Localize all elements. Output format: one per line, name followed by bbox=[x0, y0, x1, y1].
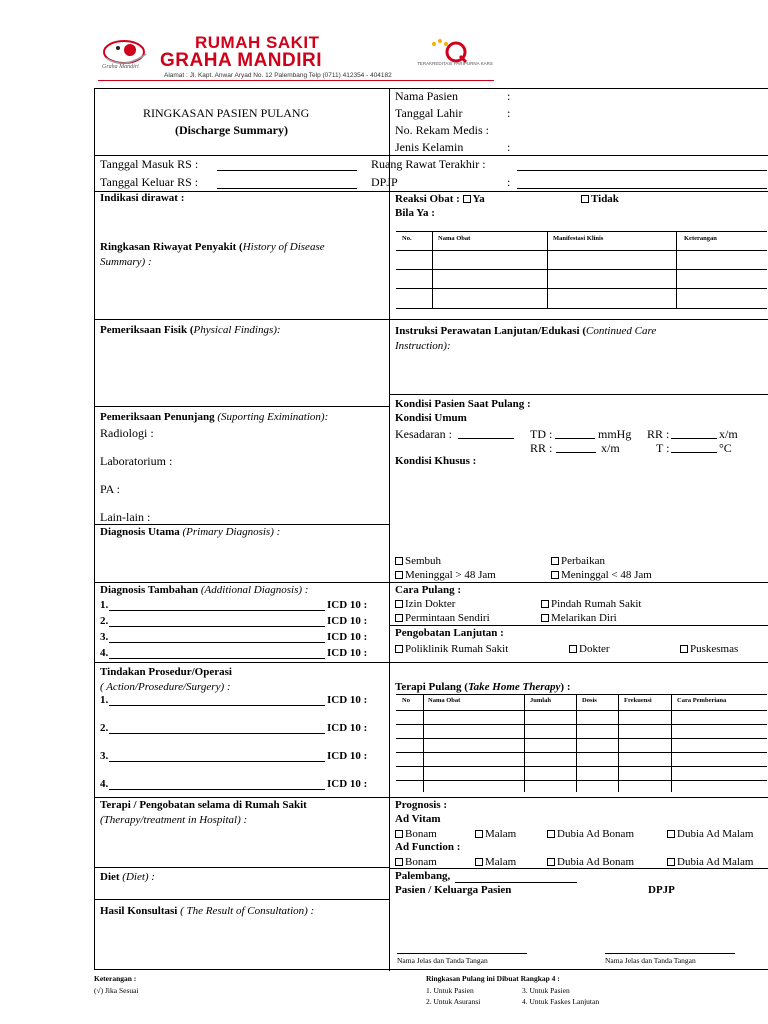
rr-label: RR : bbox=[647, 427, 670, 441]
xm-unit-2: x/m bbox=[601, 441, 620, 455]
pindah-label: Pindah Rumah Sakit bbox=[551, 598, 642, 610]
patient-signature-line[interactable] bbox=[397, 953, 527, 954]
dpjp-sign-caption: Nama Jelas dan Tanda Tangan bbox=[605, 956, 696, 965]
diag-utama-label-en: (Primary Diagnosis) : bbox=[182, 526, 281, 538]
ad-vitam-label: Ad Vitam bbox=[395, 813, 441, 825]
kesadaran-field[interactable] bbox=[458, 438, 514, 439]
tindakan-field[interactable] bbox=[109, 761, 325, 762]
reaksi-label: Reaksi Obat : bbox=[395, 193, 460, 205]
checkbox-function-bonam[interactable] bbox=[395, 858, 403, 866]
tindakan-row-no: 2. bbox=[100, 722, 109, 734]
fisik-label-en: Physical Findings): bbox=[193, 324, 281, 336]
patient-sex-label: Jenis Kelamin bbox=[395, 140, 464, 154]
dubia-malam-label: Dubia Ad Malam bbox=[677, 828, 754, 840]
tindakan-label: Tindakan Prosedur/Operasi bbox=[100, 666, 232, 678]
rule bbox=[95, 319, 390, 320]
tindakan-field[interactable] bbox=[109, 789, 325, 790]
colon: : bbox=[507, 140, 511, 154]
logo-caption: Graha Mandiri bbox=[102, 64, 139, 70]
rule bbox=[95, 524, 390, 525]
dpjp-signature-line[interactable] bbox=[605, 953, 735, 954]
td-field[interactable] bbox=[555, 438, 595, 439]
laboratorium-label: Laboratorium : bbox=[100, 454, 173, 468]
celsius-unit: °C bbox=[719, 441, 732, 455]
temp-label: T : bbox=[656, 441, 670, 455]
riwayat-label: Ringkasan Riwayat Penyakit ( bbox=[100, 241, 243, 253]
radiologi-label: Radiologi : bbox=[100, 426, 154, 440]
instruksi-label-en-cont: Instruction): bbox=[395, 340, 451, 352]
konsul-label: Hasil Konsultasi bbox=[100, 905, 178, 917]
indikasi-label: Indikasi dirawat : bbox=[100, 192, 185, 204]
diag-field[interactable] bbox=[109, 610, 325, 611]
rule bbox=[390, 662, 768, 663]
palembang-label: Palembang, bbox=[395, 870, 451, 882]
kondisi-umum-label: Kondisi Umum bbox=[395, 412, 467, 424]
rule bbox=[95, 155, 768, 156]
accreditation-text: TERAKREDITASI PARIPURNA KARS bbox=[417, 61, 493, 66]
rr-field[interactable] bbox=[671, 438, 717, 439]
th-nama-obat: Nama Obat bbox=[428, 697, 461, 704]
diag-field[interactable] bbox=[109, 642, 325, 643]
malam-label: Malam bbox=[485, 856, 517, 868]
icd-label: ICD 10 : bbox=[327, 647, 368, 659]
patient-dob-label: Tanggal Lahir bbox=[395, 106, 463, 120]
checkbox-function-dubia-malam[interactable] bbox=[667, 858, 675, 866]
date-sign-field[interactable] bbox=[455, 882, 577, 883]
ad-function-label: Ad Function : bbox=[395, 841, 461, 853]
kondisi-pulang-label: Kondisi Pasien Saat Pulang : bbox=[395, 398, 531, 410]
rule bbox=[95, 899, 390, 900]
checkbox-pindah[interactable] bbox=[541, 600, 549, 608]
rule bbox=[95, 797, 768, 798]
diag-row-no: 4. bbox=[100, 647, 109, 659]
checkbox-sembuh[interactable] bbox=[395, 557, 403, 565]
pasien-keluarga-label: Pasien / Keluarga Pasien bbox=[395, 884, 512, 896]
tidak-label: Tidak bbox=[591, 193, 619, 205]
discharge-date-label: Tanggal Keluar RS : bbox=[100, 175, 199, 189]
diag-row-no: 1. bbox=[100, 599, 109, 611]
fisik-label: Pemeriksaan Fisik ( bbox=[100, 324, 194, 336]
checkbox-function-dubia-bonam[interactable] bbox=[547, 858, 555, 866]
terapi-pulang-label-en: Take Home Therapy bbox=[467, 681, 561, 693]
riwayat-label-en: History of Disease bbox=[242, 241, 325, 253]
discharge-date-field[interactable] bbox=[217, 188, 357, 189]
puskesmas-label: Puskesmas bbox=[690, 643, 739, 655]
checkbox-dokter[interactable] bbox=[569, 645, 577, 653]
penunjang-label: Pemeriksaan Penunjang bbox=[100, 411, 215, 423]
mmhg-unit: mmHg bbox=[598, 427, 632, 441]
header-rule bbox=[98, 80, 494, 81]
penunjang-label-en: (Suporting Eximination): bbox=[217, 411, 329, 423]
icd-label: ICD 10 : bbox=[327, 631, 368, 643]
icd-label: ICD 10 : bbox=[327, 750, 368, 762]
terapi-rs-label-en: (Therapy/treatment in Hospital) : bbox=[100, 814, 248, 826]
rule bbox=[390, 582, 768, 583]
form-title: RINGKASAN PASIEN PULANG bbox=[143, 106, 310, 120]
footer-copy-3: 3. Untuk Pasien bbox=[522, 986, 570, 995]
tindakan-field[interactable] bbox=[109, 733, 325, 734]
drug-reaction-table bbox=[396, 231, 767, 309]
checkbox-poliklinik[interactable] bbox=[395, 645, 403, 653]
patient-mrn-label: No. Rekam Medis : bbox=[395, 123, 489, 137]
rr-label-2: RR : bbox=[530, 441, 553, 455]
dpjp-field[interactable] bbox=[517, 188, 767, 189]
form-subtitle: (Discharge Summary) bbox=[175, 123, 288, 137]
icd-label: ICD 10 : bbox=[327, 778, 368, 790]
terapi-rs-label: Terapi / Pengobatan selama di Rumah Sakit bbox=[100, 799, 307, 811]
checkbox-vitam-bonam[interactable] bbox=[395, 830, 403, 838]
diag-tambahan-label: Diagnosis Tambahan bbox=[100, 584, 199, 596]
diag-tambahan-label-en: (Additional Diagnosis) : bbox=[200, 584, 309, 596]
poliklinik-label: Poliklinik Rumah Sakit bbox=[405, 643, 509, 655]
bila-ya-label: Bila Ya : bbox=[395, 207, 435, 219]
patient-sign-caption: Nama Jelas dan Tanda Tangan bbox=[397, 956, 488, 965]
discharge-summary-form bbox=[94, 88, 768, 970]
checkbox-tidak[interactable] bbox=[581, 195, 589, 203]
xm-unit: x/m bbox=[719, 427, 738, 441]
rr-field-2[interactable] bbox=[556, 452, 596, 453]
checkbox-vitam-dubia-bonam[interactable] bbox=[547, 830, 555, 838]
ya-label: Ya bbox=[472, 193, 485, 205]
footer-check-note: (√) Jika Sesuai bbox=[94, 986, 139, 995]
diag-row-no: 3. bbox=[100, 631, 109, 643]
riwayat-label-en-cont: Summary) : bbox=[100, 256, 152, 268]
konsul-label-en: ( The Result of Consultation) : bbox=[180, 905, 315, 917]
icd-label: ICD 10 : bbox=[327, 694, 368, 706]
th-no: No bbox=[402, 697, 410, 704]
th-dosis: Dosis bbox=[582, 697, 597, 704]
diet-label: Diet bbox=[100, 871, 120, 883]
colon: : bbox=[507, 89, 511, 103]
sembuh-label: Sembuh bbox=[405, 555, 442, 567]
terapi-pulang-label-end: ) : bbox=[560, 681, 571, 693]
rule bbox=[95, 191, 768, 192]
diag-utama-label: Diagnosis Utama bbox=[100, 526, 180, 538]
admit-date-field[interactable] bbox=[217, 170, 357, 171]
checkbox-ya[interactable] bbox=[463, 195, 471, 203]
checkbox-melarikan[interactable] bbox=[541, 614, 549, 622]
center-divider bbox=[389, 89, 390, 971]
footer-copy-4: 4. Untuk Faskes Lanjutan bbox=[522, 997, 600, 1006]
admit-date-label: Tanggal Masuk RS : bbox=[100, 157, 199, 171]
diag-row-no: 2. bbox=[100, 615, 109, 627]
dubia-bonam-label: Dubia Ad Bonam bbox=[557, 856, 634, 868]
checkbox-permintaan[interactable] bbox=[395, 614, 403, 622]
diag-field[interactable] bbox=[109, 626, 325, 627]
permintaan-label: Permintaan Sendiri bbox=[405, 612, 490, 624]
kondisi-khusus-label: Kondisi Khusus : bbox=[395, 455, 477, 467]
bonam-label: Bonam bbox=[405, 828, 437, 840]
perbaikan-label: Perbaikan bbox=[561, 555, 605, 567]
rule bbox=[390, 394, 768, 395]
melarikan-label: Melarikan Diri bbox=[551, 612, 617, 624]
prognosis-label: Prognosis : bbox=[395, 799, 448, 811]
footer-copy-2: 2. Untuk Asuransi bbox=[426, 997, 481, 1006]
footer-copy-1: 1. Untuk Pasien bbox=[426, 986, 474, 995]
instruksi-label: Instruksi Perawatan Lanjutan/Edukasi ( bbox=[395, 325, 587, 337]
last-ward-label: Ruang Rawat Terakhir : bbox=[371, 157, 486, 171]
lain-label: Lain-lain : bbox=[100, 510, 151, 524]
th-frekuensi: Frekuensi bbox=[624, 697, 652, 704]
tindakan-field[interactable] bbox=[109, 705, 325, 706]
dubia-bonam-label: Dubia Ad Bonam bbox=[557, 828, 634, 840]
icd-label: ICD 10 : bbox=[327, 722, 368, 734]
dpjp-sign-label: DPJP bbox=[648, 884, 675, 896]
th-keterangan: Keterangan bbox=[684, 235, 717, 242]
icd-label: ICD 10 : bbox=[327, 599, 368, 611]
checkbox-perbaikan[interactable] bbox=[551, 557, 559, 565]
icd-label: ICD 10 : bbox=[327, 615, 368, 627]
th-jumlah: Jumlah bbox=[530, 697, 551, 704]
dokter-label: Dokter bbox=[579, 643, 610, 655]
tindakan-row-no: 3. bbox=[100, 750, 109, 762]
hospital-logo bbox=[100, 36, 156, 82]
th-no: No. bbox=[402, 235, 412, 242]
pa-label: PA : bbox=[100, 482, 120, 496]
tindakan-row-no: 4. bbox=[100, 778, 109, 790]
th-cara-pemberian: Cara Pemberiana bbox=[677, 697, 727, 704]
footer-rangkap: Ringkasan Pulang ini Dibuat Rangkap 4 : bbox=[426, 974, 560, 983]
temp-field[interactable] bbox=[671, 452, 717, 453]
meninggal-lt-label: Meninggal < 48 Jam bbox=[561, 569, 652, 581]
last-ward-field[interactable] bbox=[517, 170, 767, 171]
diag-field[interactable] bbox=[109, 658, 325, 659]
hospital-name-line2: GRAHA MANDIRI bbox=[160, 50, 323, 71]
rule bbox=[95, 406, 390, 407]
checkbox-izin[interactable] bbox=[395, 600, 403, 608]
checkbox-function-malam[interactable] bbox=[475, 858, 483, 866]
instruksi-label-en: Continued Care bbox=[586, 325, 657, 337]
rule bbox=[95, 867, 390, 868]
patient-name-label: Nama Pasien bbox=[395, 89, 458, 103]
pengobatan-lanjutan-label: Pengobatan Lanjutan : bbox=[395, 627, 504, 639]
rule bbox=[390, 868, 768, 869]
dpjp-label: DPJP bbox=[371, 175, 398, 189]
footer-keterangan: Keterangan : bbox=[94, 974, 137, 983]
dubia-malam-label: Dubia Ad Malam bbox=[677, 856, 754, 868]
accreditation-logo bbox=[420, 38, 490, 78]
bonam-label: Bonam bbox=[405, 856, 437, 868]
th-nama-obat: Nama Obat bbox=[438, 235, 471, 242]
diet-label-en: (Diet) : bbox=[122, 871, 155, 883]
checkbox-meninggal-lt[interactable] bbox=[551, 571, 559, 579]
hospital-address: Alamat : Jl. Kapt. Anwar Aryad No. 12 Palembang Telp (0711) 412354 - 404182 bbox=[164, 72, 392, 79]
tindakan-label-en: ( Action/Prosedure/Surgery) : bbox=[100, 681, 231, 693]
malam-label: Malam bbox=[485, 828, 517, 840]
terapi-pulang-label: Terapi Pulang ( bbox=[395, 681, 468, 693]
colon: : bbox=[507, 106, 511, 120]
rule bbox=[95, 662, 390, 663]
checkbox-puskesmas[interactable] bbox=[680, 645, 688, 653]
hospital-name-line1: RUMAH SAKIT bbox=[195, 33, 320, 52]
rule bbox=[390, 625, 768, 626]
colon: : bbox=[507, 175, 511, 189]
checkbox-meninggal-gt[interactable] bbox=[395, 571, 403, 579]
izin-label: Izin Dokter bbox=[405, 598, 456, 610]
checkbox-vitam-malam[interactable] bbox=[475, 830, 483, 838]
kesadaran-label: Kesadaran : bbox=[395, 427, 452, 441]
meninggal-gt-label: Meninggal > 48 Jam bbox=[405, 569, 496, 581]
tindakan-row-no: 1. bbox=[100, 694, 109, 706]
checkbox-vitam-dubia-malam[interactable] bbox=[667, 830, 675, 838]
cara-pulang-label: Cara Pulang : bbox=[395, 584, 461, 596]
rule bbox=[95, 582, 390, 583]
home-therapy-table bbox=[396, 694, 767, 792]
td-label: TD : bbox=[530, 427, 553, 441]
th-manifestasi: Manifestasi Klinis bbox=[553, 235, 604, 242]
rule bbox=[390, 319, 768, 320]
